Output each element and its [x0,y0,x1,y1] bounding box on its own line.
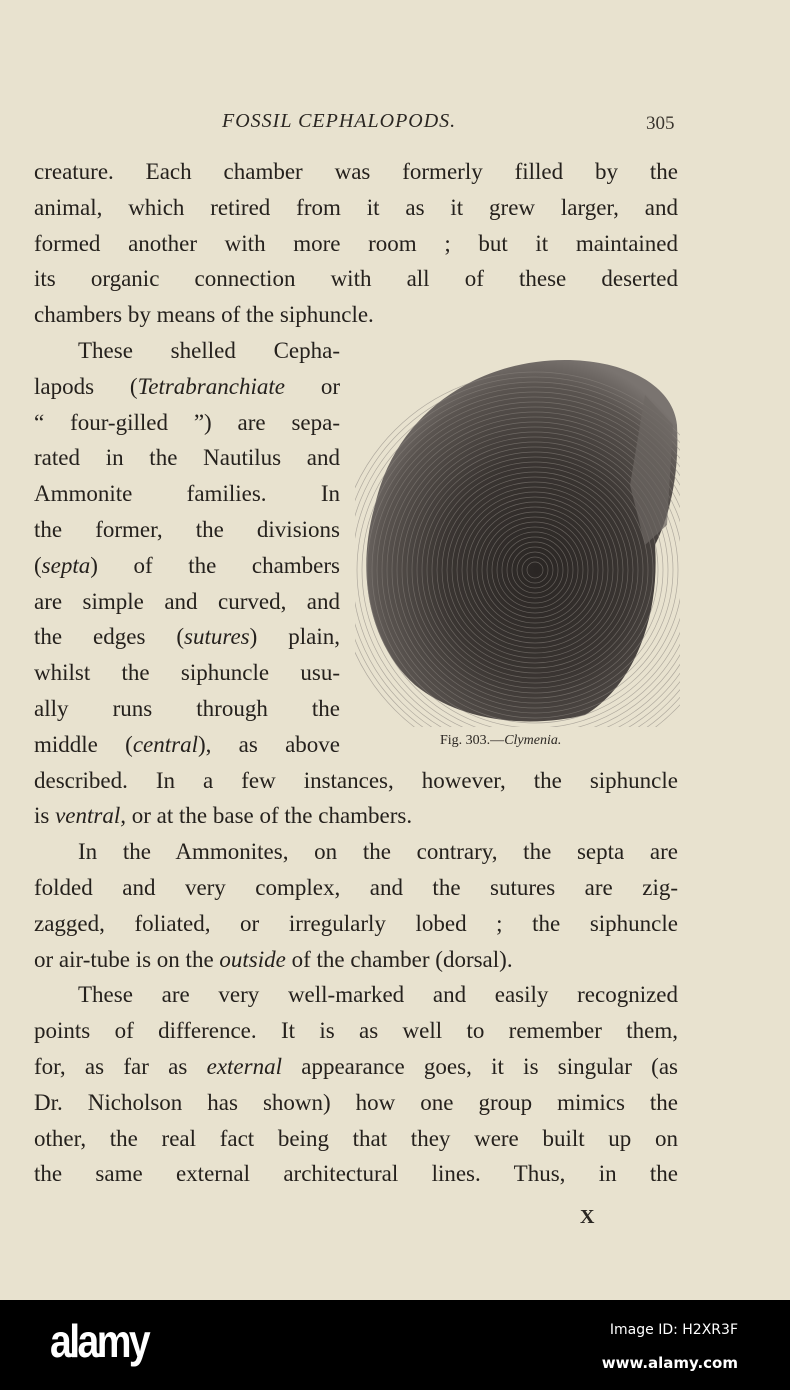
text-line [34,266,678,302]
text-line [34,911,678,947]
figure-caption [440,733,561,749]
text-line [34,1018,678,1054]
text-run: Ammonite families. In [34,481,340,507]
text-run: These shelled Cepha- [78,337,340,363]
alamy-logo: alamy [50,1315,149,1367]
text-run: In the Ammonites, on the contrary, the septa are [78,839,678,865]
italic-term: septa [41,552,91,578]
text-run: creature. Each chamber was formerly filled by the [34,159,678,184]
text-line [34,481,340,517]
text-line [34,875,678,911]
running-title: FOSSIL CEPHALOPODS. [222,110,457,132]
text-run: ) plain, [249,624,340,650]
text-run: zagged, foliated, or irregularly lobed ; the siphuncle [34,910,678,936]
text-run: of the chamber (dorsal). [285,946,513,972]
text-line [34,1161,678,1197]
italic-term: outside [219,946,286,972]
text-run: the former, the divisions [34,516,340,542]
text-run: ( [34,552,42,578]
text-run: ally runs through the [34,695,340,721]
text-line [34,445,340,481]
caption-name: Clymenia. [504,733,562,748]
text-run: ), as above [197,731,340,757]
text-run: or at the base of the chambers. [126,803,413,829]
text-run: middle ( [34,731,133,757]
caption-label: Fig. 303.— [440,733,505,748]
italic-term: Tetrabranchiate [137,373,285,399]
text-run: formed another with more room ; but it maintained [34,230,678,256]
text-run: the edges ( [34,624,185,650]
text-run: These are very well-marked and easily recognized [78,982,678,1008]
text-line [34,732,340,768]
text-line [34,768,678,804]
text-run: for, as far as [34,1053,207,1079]
italic-term: sutures [184,624,250,650]
text-line [34,947,678,983]
text-line [34,410,340,446]
site-url: www.alamy.com [601,1354,738,1372]
text-run: are simple and curved, and [34,588,340,614]
text-line [34,374,340,410]
text-run: or [284,373,340,399]
text-run: animal, which retired from it as it grew larger, and [34,194,678,220]
text-line [34,231,678,267]
text-line [34,338,340,374]
text-run: described. In a few instances, however, the siphuncle [34,767,678,793]
text-line [34,517,340,553]
text-line [34,1090,678,1126]
text-line [34,302,678,338]
text-run: or air-tube is on the [34,946,220,972]
text-run: points of difference. It is as well to remember them, [34,1018,678,1044]
text-run: the same external architectural lines. Thus, in the [34,1161,678,1187]
text-line [34,1054,678,1090]
ammonite-illustration [355,355,680,727]
text-line [34,624,340,660]
text-line [34,589,340,625]
text-line [34,696,340,732]
page-number: 305 [646,113,675,134]
text-run: folded and very complex, and the sutures are zig- [34,874,678,900]
text-line [34,839,678,875]
italic-term: ventral, [55,803,126,829]
text-line [34,982,678,1018]
text-run: its organic connection with all of these deserted [34,266,678,292]
text-run: lapods ( [34,373,138,399]
text-run: other, the real fact being that they were built up on [34,1125,678,1151]
text-line [34,803,678,839]
watermark-footer [0,1300,790,1390]
text-run: rated in the Nautilus and [34,445,340,471]
italic-term: central [132,731,198,757]
image-id: Image ID: H2XR3F [609,1322,738,1338]
text-line [34,159,678,195]
text-run: chambers by means of the siphuncle. [34,302,374,328]
text-run: whilst the siphuncle usu- [34,660,340,686]
text-run: ) of the chambers [90,552,340,578]
text-line [34,553,340,589]
text-run: Dr. Nicholson has shown) how one group mimics the [34,1089,678,1115]
text-run: “ four-gilled ”) are sepa- [34,409,340,435]
text-run: appearance goes, it is singular (as [281,1053,678,1079]
text-run: is [34,803,56,829]
signature-mark: X [580,1206,595,1228]
text-line [34,195,678,231]
italic-term: external [206,1053,282,1079]
text-line [34,1126,678,1162]
text-line [34,660,340,696]
